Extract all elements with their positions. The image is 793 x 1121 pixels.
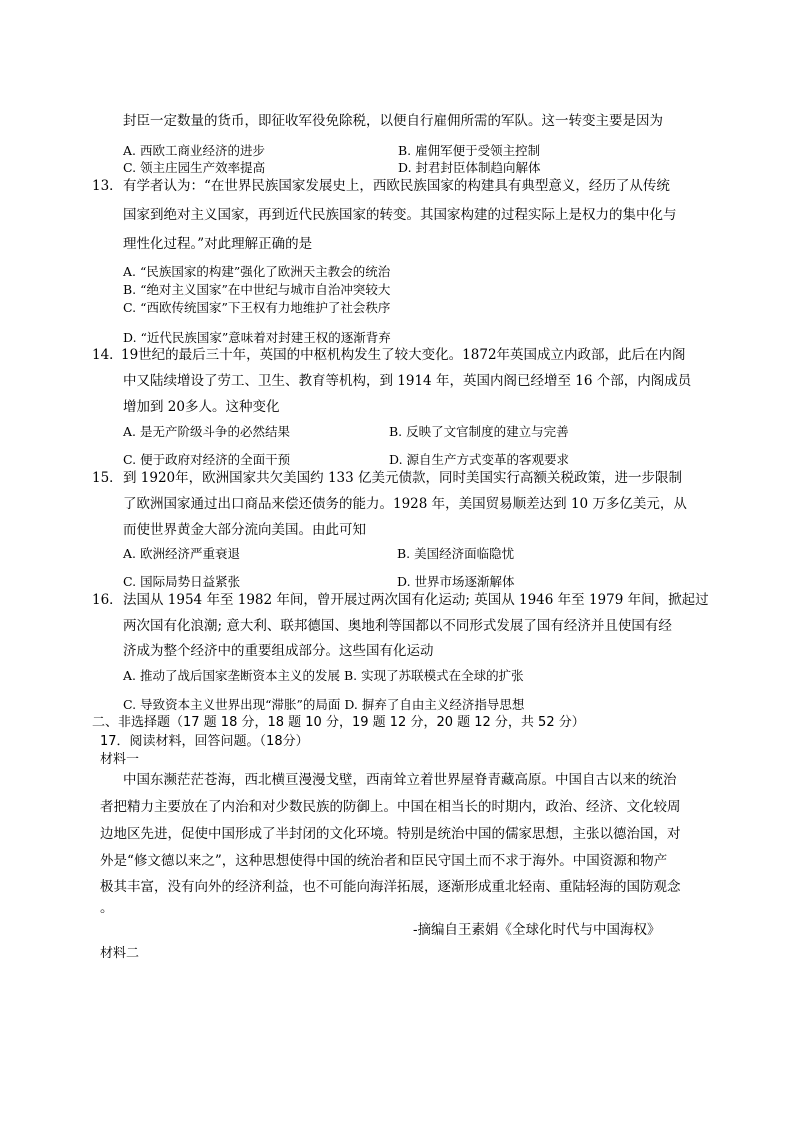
- q17-material1-line-6: 。: [100, 900, 114, 916]
- q16-option-cd: C. 导致资本主义世界出现“滞胀”的局面 D. 摒弃了自由主义经济指导思想: [123, 697, 525, 712]
- q13-stem-line-2: 国家到绝对主义国家，再到近代民族国家的转变。其国家构建的过程实际上是权力的集中化与: [123, 207, 677, 223]
- q16-number: 16．: [92, 592, 123, 608]
- section2-heading: 二、非选择题（17 题 18 分，18 题 10 分，19 题 12 分，20 题 12 分，共 52 分）: [92, 715, 585, 730]
- q14-stem-line-2: 中又陆续增设了劳工、卫生、教育等机构，到 1914 年，英国内阁已经增至 16 个部，内阁成员: [123, 373, 692, 389]
- q13-number: 13．: [92, 178, 123, 194]
- q12-option-b: B. 雇佣军便于受领主控制: [398, 143, 541, 158]
- q14-option-a: A. 是无产阶级斗争的必然结果: [123, 424, 290, 439]
- q13-option-b: B. “绝对主义国家”在中世纪与城市自治冲突较大: [123, 282, 391, 297]
- q12-option-d: D. 封君封臣体制趋向解体: [398, 160, 541, 175]
- q13-option-c: C. “西欧传统国家”下王权有力地维护了社会秩序: [123, 300, 391, 315]
- q13-stem-line-3: 理性化过程。”对此理解正确的是: [123, 236, 313, 252]
- q14-number: 14．: [92, 347, 123, 363]
- q17-material1-label: 材料一: [100, 752, 140, 767]
- q14-option-c: C. 便于政府对经济的全面干预: [123, 452, 291, 467]
- q17-material1-line-5: 极其丰富，没有向外的经济利益，也不可能向海洋拓展，逐渐形成重北轻南、重陆轻海的国防观念: [100, 879, 681, 895]
- q15-option-a: A. 欧洲经济严重衰退: [123, 546, 240, 561]
- q15-stem-line-3: 而使世界黄金大部分流向美国。由此可知: [123, 522, 366, 538]
- q15-option-c: C. 国际局势日益紧张: [123, 574, 241, 589]
- q15-option-b: B. 美国经济面临隐忧: [397, 546, 515, 561]
- q14-stem-line-3: 增加到 20多人。这种变化: [123, 399, 280, 415]
- q15-number: 15．: [92, 470, 123, 486]
- q16-stem-line-1: 法国从 1954 年至 1982 年间，曾开展过两次国有化运动; 英国从 1946 年至 1979 年间，掀起过: [123, 592, 709, 608]
- q12-option-c: C. 领主庄园生产效率提高: [123, 160, 266, 175]
- q14-option-b: B. 反映了文官制度的建立与完善: [389, 424, 569, 439]
- q15-stem-line-1: 到 1920年，欧洲国家共欠美国约 133 亿美元债款，同时美国实行高额关税政策，进一步限制: [123, 470, 682, 486]
- q13-option-a: A. “民族国家的构建”强化了欧洲天主教会的统治: [123, 264, 391, 279]
- q17-material2-label: 材料二: [100, 946, 140, 961]
- q17-material1-line-2: 者把精力主要放在了内治和对少数民族的防御上。中国在相当长的时期内，政治、经济、文化较周: [100, 799, 681, 815]
- q15-option-d: D. 世界市场逐渐解体: [397, 574, 515, 589]
- q12-stem-tail: 封臣一定数量的货币，即征收军役免除税，以便自行雇佣所需的军队。这一转变主要是因为: [123, 113, 663, 129]
- q13-option-d: D. “近代民族国家”意味着对封建王权的逐渐背弃: [123, 330, 391, 345]
- q17-material1-line-1: 中国东濒茫茫苍海，西北横亘漫漫戈壁，西南耸立着世界屋脊青藏高原。中国自古以来的统治: [123, 772, 677, 788]
- q17-heading: 17．阅读材料，回答问题。（18分）: [100, 734, 309, 749]
- q16-stem-line-3: 济成为整个经济中的重要组成部分。这些国有化运动: [123, 643, 434, 659]
- q15-stem-line-2: 了欧洲国家通过出口商品来偿还债务的能力。1928 年，美国贸易顺差达到 10 万多亿美元，从: [123, 496, 687, 512]
- q17-material1-line-4: 外是“修文德以来之”，这种思想使得中国的统治者和臣民守国土而不求于海外。中国资源和物产: [100, 853, 668, 869]
- q13-stem-line-1: 有学者认为：“在世界民族国家发展史上，西欧民族国家的构建具有典型意义，经历了从传统: [123, 178, 670, 194]
- q16-option-ab: A. 推动了战后国家垄断资本主义的发展 B. 实现了苏联模式在全球的扩张: [123, 668, 524, 683]
- q16-stem-line-2: 两次国有化浪潮; 意大利、联邦德国、奥地利等国都以不同形式发展了国有经济并且使国有经: [123, 618, 672, 634]
- q14-stem-line-1: 19世纪的最后三十年，英国的中枢机构发生了较大变化。1872年英国成立内政部，此后在内阁: [121, 347, 686, 363]
- q17-source: -摘编自王素娟《全球化时代与中国海权》: [413, 922, 661, 938]
- q14-option-d: D. 源自生产方式变革的客观要求: [389, 452, 570, 467]
- q17-material1-line-3: 边地区先进，促使中国形成了半封闭的文化环境。特别是统治中国的儒家思想，主张以德治国，对: [100, 826, 681, 842]
- q12-option-a: A. 西欧工商业经济的进步: [123, 143, 265, 158]
